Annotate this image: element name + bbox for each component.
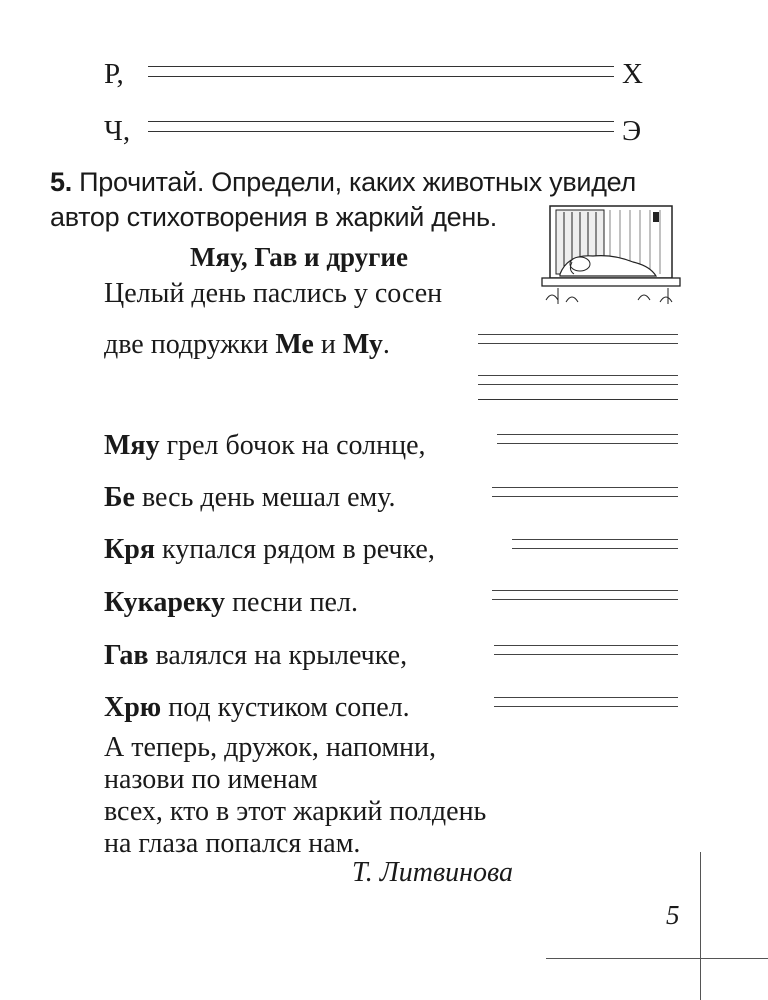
poem-line-6-text: песни пел. [225, 587, 358, 618]
sleeping-dog-on-porch-icon [538, 204, 684, 306]
page-number: 5 [666, 900, 680, 930]
poem-line-8-text: под кустиком сопел. [161, 692, 410, 723]
row-1-right-letter: Х [622, 58, 643, 90]
name-gav: Гав [104, 640, 149, 671]
name-kukareku: Кукареку [104, 587, 226, 618]
poem-ending-line-4: на глаза попался нам. [104, 828, 361, 859]
poem-line-2 [104, 329, 390, 361]
answer-line-me[interactable] [478, 334, 678, 344]
poem-line-8 [104, 692, 410, 724]
poem-line-3 [104, 430, 426, 462]
row-2-line-bottom[interactable] [148, 131, 614, 132]
poem-ending-line-3: всех, кто в этот жаркий полдень [104, 796, 487, 827]
task-text-line-2: автор стихотворения в жаркий день. [50, 202, 497, 232]
poem-ending-line-1: А теперь, дружок, напомни, [104, 732, 437, 763]
name-be: Бе [104, 482, 135, 513]
poem-line-2-text: две подружки [104, 329, 276, 360]
task-number: 5. [50, 167, 72, 197]
poem-ending-line-2: назови по именам [104, 764, 318, 795]
poem-line-2-end: . [382, 329, 390, 360]
answer-line-khryu[interactable] [494, 697, 678, 707]
name-myau: Мяу [104, 430, 160, 461]
answer-line-krya[interactable] [512, 539, 678, 549]
poem-title: Мяу, Гав и другие [190, 242, 408, 272]
row-2-left-letters: Ч, [104, 115, 131, 147]
answer-line-be[interactable] [492, 487, 678, 497]
poem-line-7 [104, 640, 407, 672]
poem-line-5 [104, 534, 435, 566]
name-mu: Му [342, 329, 383, 360]
page-corner-horizontal-line [546, 958, 768, 959]
poem-line-6 [104, 587, 358, 619]
answer-line-kukareku[interactable] [492, 590, 678, 600]
poem-line-4 [104, 482, 395, 514]
poem-author: Т. Литвинова [352, 857, 513, 888]
answer-line-myau[interactable] [497, 434, 678, 444]
poem-line-1: Целый день паслись у сосен [104, 278, 443, 309]
task-text-line-1: Прочитай. Определи, каких животных увидел [79, 167, 636, 197]
row-1-line-top [148, 66, 614, 67]
answer-line-gav[interactable] [494, 645, 678, 655]
poem-line-3-text: грел бочок на солнце, [159, 430, 426, 461]
poem-line-5-text: купался рядом в речке, [155, 534, 435, 565]
poem-line-4-text: весь день мешал ему. [134, 482, 396, 513]
row-1-left-letters: Р, [104, 58, 124, 90]
row-2-right-letter: Э [622, 115, 642, 147]
poem-ending [104, 732, 486, 860]
answer-line-mu-top[interactable] [478, 375, 678, 385]
row-2-line-top [148, 121, 614, 122]
row-1-line-bottom[interactable] [148, 76, 614, 77]
name-khryu: Хрю [104, 692, 162, 723]
poem-line-7-text: валялся на крылечке, [148, 640, 408, 671]
name-krya: Кря [104, 534, 156, 565]
name-me: Ме [275, 329, 314, 360]
poem-line-2-and: и [313, 329, 343, 360]
page-corner-vertical-line [700, 852, 701, 1000]
answer-line-mu-bottom[interactable] [478, 399, 678, 400]
